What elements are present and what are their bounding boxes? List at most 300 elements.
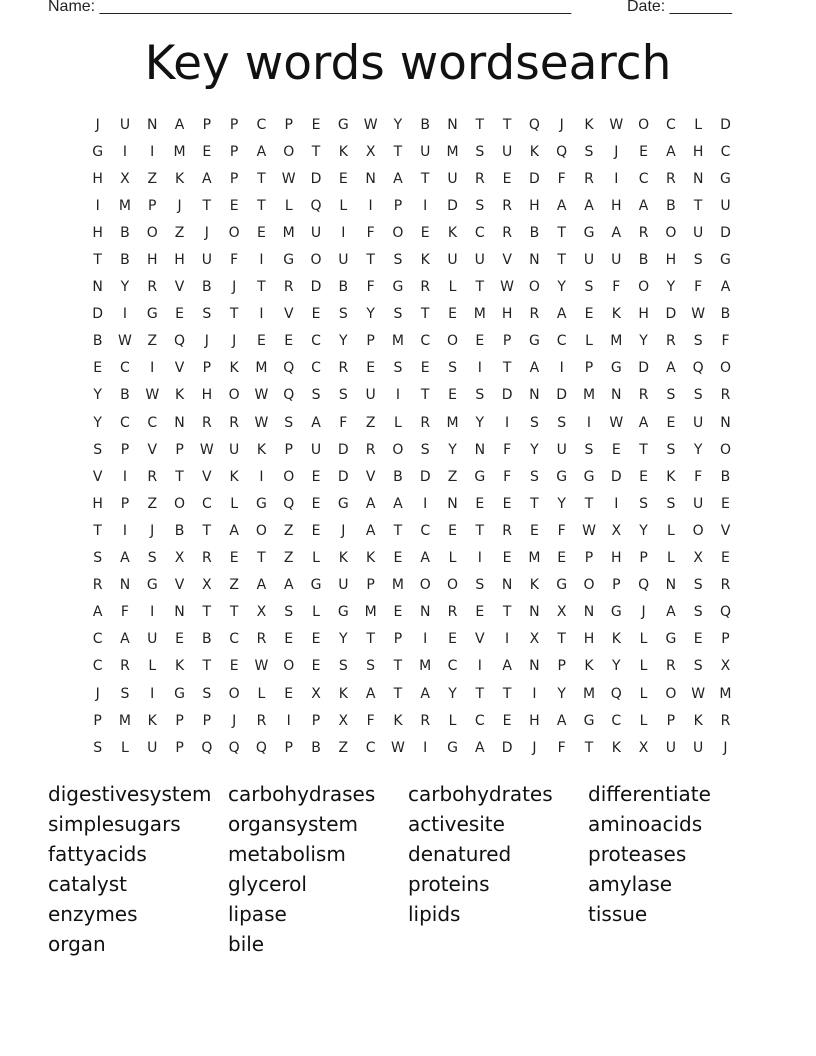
grid-letter[interactable]: F <box>694 279 703 296</box>
grid-letter[interactable]: I <box>586 414 592 431</box>
grid-letter[interactable]: S <box>93 550 103 567</box>
grid-letter[interactable]: Q <box>528 116 540 133</box>
grid-letter[interactable]: K <box>256 441 267 458</box>
grid-letter[interactable]: L <box>448 550 457 567</box>
grid-letter[interactable]: S <box>202 685 212 702</box>
grid-letter[interactable]: L <box>666 522 675 539</box>
grid-letter[interactable]: E <box>284 333 294 350</box>
grid-letter[interactable]: U <box>447 252 458 269</box>
grid-letter[interactable]: E <box>529 522 539 539</box>
grid-letter[interactable]: E <box>175 306 184 323</box>
grid-letter[interactable]: Y <box>639 333 648 350</box>
grid-letter[interactable]: G <box>337 116 349 133</box>
grid-letter[interactable]: O <box>255 522 267 539</box>
grid-letter[interactable]: C <box>92 658 103 675</box>
grid-letter[interactable]: I <box>150 604 155 621</box>
grid-letter[interactable]: I <box>122 306 128 323</box>
grid-letter[interactable]: L <box>694 116 703 133</box>
grid-letter[interactable]: T <box>584 739 594 756</box>
grid-letter[interactable]: P <box>284 739 293 756</box>
grid-letter[interactable]: S <box>93 739 103 756</box>
grid-letter[interactable]: O <box>419 577 431 594</box>
grid-letter[interactable]: T <box>202 658 212 675</box>
grid-letter[interactable]: X <box>174 550 185 567</box>
grid-letter[interactable]: E <box>311 495 321 512</box>
grid-letter[interactable]: C <box>311 333 321 350</box>
grid-letter[interactable]: T <box>530 495 539 512</box>
grid-letter[interactable]: W <box>254 658 269 675</box>
grid-letter[interactable]: I <box>286 712 291 729</box>
grid-letter[interactable]: K <box>611 631 621 648</box>
grid-letter[interactable]: S <box>475 197 485 214</box>
grid-letter[interactable]: O <box>638 279 650 296</box>
grid-letter[interactable]: F <box>120 604 129 621</box>
grid-letter[interactable]: T <box>202 197 212 214</box>
grid-letter[interactable]: W <box>691 685 706 702</box>
grid-letter[interactable]: T <box>229 306 239 323</box>
grid-letter[interactable]: T <box>393 685 403 702</box>
grid-letter[interactable]: D <box>665 306 677 323</box>
grid-letter[interactable]: E <box>311 306 321 323</box>
grid-letter[interactable]: N <box>92 279 103 296</box>
grid-letter[interactable]: W <box>363 116 378 133</box>
grid-letter[interactable]: O <box>528 279 540 296</box>
grid-letter[interactable]: E <box>420 224 430 241</box>
grid-letter[interactable]: E <box>175 631 184 648</box>
grid-letter[interactable]: E <box>229 550 239 567</box>
grid-letter[interactable]: D <box>92 306 104 323</box>
grid-letter[interactable]: H <box>146 252 158 269</box>
grid-letter[interactable]: T <box>257 550 266 567</box>
grid-letter[interactable]: J <box>150 522 155 539</box>
grid-letter[interactable]: S <box>393 360 403 377</box>
grid-letter[interactable]: Q <box>201 739 213 756</box>
grid-letter[interactable]: L <box>585 333 593 350</box>
grid-letter[interactable]: D <box>610 468 622 485</box>
grid-letter[interactable]: Q <box>610 685 622 702</box>
grid-letter[interactable]: X <box>202 577 212 594</box>
grid-letter[interactable]: R <box>420 414 431 431</box>
grid-letter[interactable]: E <box>639 468 649 485</box>
grid-letter[interactable]: P <box>229 116 239 133</box>
grid-letter[interactable]: S <box>420 441 430 458</box>
grid-letter[interactable]: B <box>338 279 349 296</box>
grid-letter[interactable]: L <box>666 550 675 567</box>
grid-letter[interactable]: N <box>583 604 595 621</box>
grid-letter[interactable]: K <box>338 685 348 702</box>
grid-letter[interactable]: A <box>475 739 485 756</box>
grid-letter[interactable]: R <box>666 658 676 675</box>
grid-letter[interactable]: L <box>448 712 457 729</box>
grid-letter[interactable]: S <box>475 577 485 594</box>
name-field-label[interactable]: Name: _____________________________________________________ <box>48 0 572 15</box>
grid-letter[interactable]: H <box>92 224 103 241</box>
grid-letter[interactable]: A <box>174 116 185 133</box>
grid-letter[interactable]: R <box>529 306 540 323</box>
grid-letter[interactable]: C <box>120 414 130 431</box>
grid-letter[interactable]: S <box>584 143 594 160</box>
grid-letter[interactable]: Q <box>719 604 731 621</box>
grid-letter[interactable]: S <box>311 387 321 404</box>
grid-letter[interactable]: O <box>446 333 459 350</box>
grid-letter[interactable]: M <box>610 333 623 350</box>
grid-letter[interactable]: Y <box>557 685 566 702</box>
grid-letter[interactable]: E <box>693 631 703 648</box>
grid-letter[interactable]: B <box>202 279 212 296</box>
grid-letter[interactable]: J <box>177 197 182 214</box>
grid-letter[interactable]: A <box>256 577 267 594</box>
grid-letter[interactable]: T <box>393 143 403 160</box>
grid-letter[interactable]: Y <box>475 414 485 431</box>
grid-letter[interactable]: U <box>474 252 485 269</box>
grid-letter[interactable]: U <box>310 224 322 241</box>
grid-letter[interactable]: J <box>232 279 237 296</box>
grid-letter[interactable]: I <box>122 143 128 160</box>
grid-letter[interactable]: I <box>423 197 428 214</box>
grid-letter[interactable]: K <box>229 360 239 377</box>
grid-letter[interactable]: A <box>556 306 567 323</box>
grid-letter[interactable]: S <box>557 414 567 431</box>
grid-letter[interactable]: E <box>202 143 212 160</box>
grid-letter[interactable]: S <box>639 495 649 512</box>
grid-letter[interactable]: Q <box>310 197 322 214</box>
grid-letter[interactable]: I <box>259 468 264 485</box>
grid-letter[interactable]: E <box>502 712 512 729</box>
grid-letter[interactable]: U <box>693 224 704 241</box>
grid-letter[interactable]: N <box>419 604 431 621</box>
grid-letter[interactable]: N <box>447 116 458 133</box>
grid-letter[interactable]: B <box>202 631 212 648</box>
grid-letter[interactable]: Z <box>174 224 185 241</box>
grid-letter[interactable]: K <box>338 550 348 567</box>
grid-letter[interactable]: D <box>337 468 349 485</box>
grid-letter[interactable]: J <box>232 333 237 350</box>
grid-letter[interactable]: U <box>147 631 158 648</box>
grid-letter[interactable]: D <box>556 387 568 404</box>
grid-letter[interactable]: Y <box>693 441 703 458</box>
grid-letter[interactable]: I <box>395 387 400 404</box>
grid-letter[interactable]: G <box>610 604 622 621</box>
grid-letter[interactable]: T <box>311 143 321 160</box>
grid-letter[interactable]: I <box>614 495 619 512</box>
grid-letter[interactable]: I <box>614 170 619 187</box>
grid-letter[interactable]: U <box>611 252 622 269</box>
grid-letter[interactable]: E <box>502 170 512 187</box>
grid-letter[interactable]: Z <box>283 550 294 567</box>
grid-letter[interactable]: K <box>693 712 703 729</box>
grid-letter[interactable]: S <box>202 306 212 323</box>
grid-letter[interactable]: A <box>365 522 376 539</box>
grid-letter[interactable]: C <box>311 360 321 377</box>
grid-letter[interactable]: Q <box>556 143 568 160</box>
grid-letter[interactable]: T <box>475 279 485 296</box>
grid-letter[interactable]: S <box>393 306 403 323</box>
grid-letter[interactable]: G <box>583 224 595 241</box>
grid-letter[interactable]: E <box>721 550 730 567</box>
grid-letter[interactable]: A <box>202 170 212 187</box>
grid-letter[interactable]: V <box>174 279 185 296</box>
grid-letter[interactable]: W <box>199 441 214 458</box>
grid-letter[interactable]: E <box>448 522 457 539</box>
grid-letter[interactable]: E <box>448 387 457 404</box>
grid-letter[interactable]: Z <box>147 333 158 350</box>
grid-letter[interactable]: I <box>259 306 264 323</box>
grid-letter[interactable]: C <box>447 658 458 675</box>
grid-letter[interactable]: E <box>584 306 594 323</box>
grid-letter[interactable]: W <box>254 414 269 431</box>
grid-letter[interactable]: M <box>528 550 541 567</box>
grid-letter[interactable]: O <box>283 143 295 160</box>
grid-letter[interactable]: Q <box>228 739 240 756</box>
grid-letter[interactable]: N <box>119 577 131 594</box>
grid-letter[interactable]: Y <box>120 279 130 296</box>
grid-letter[interactable]: X <box>693 550 703 567</box>
grid-letter[interactable]: K <box>529 577 539 594</box>
grid-letter[interactable]: V <box>174 360 185 377</box>
grid-letter[interactable]: K <box>420 252 430 269</box>
grid-letter[interactable]: U <box>310 441 322 458</box>
grid-letter[interactable]: G <box>583 712 595 729</box>
grid-letter[interactable]: Z <box>365 414 376 431</box>
grid-letter[interactable]: A <box>529 360 540 377</box>
grid-letter[interactable]: A <box>556 197 567 214</box>
grid-letter[interactable]: N <box>474 441 486 458</box>
grid-letter[interactable]: C <box>229 631 240 648</box>
grid-letter[interactable]: B <box>120 252 130 269</box>
grid-letter[interactable]: J <box>532 739 537 756</box>
grid-letter[interactable]: M <box>419 658 432 675</box>
grid-letter[interactable]: U <box>693 414 704 431</box>
grid-letter[interactable]: I <box>477 658 482 675</box>
grid-letter[interactable]: G <box>337 604 349 621</box>
grid-letter[interactable]: P <box>311 712 321 729</box>
grid-letter[interactable]: K <box>393 712 403 729</box>
grid-letter[interactable]: R <box>147 468 158 485</box>
grid-letter[interactable]: H <box>529 197 540 214</box>
grid-letter[interactable]: P <box>284 441 293 458</box>
grid-letter[interactable]: V <box>174 577 185 594</box>
grid-letter[interactable]: X <box>556 604 567 621</box>
grid-letter[interactable]: P <box>557 658 566 675</box>
grid-letter[interactable]: R <box>201 550 212 567</box>
grid-letter[interactable]: S <box>693 604 703 621</box>
grid-letter[interactable]: B <box>174 522 185 539</box>
grid-letter[interactable]: P <box>93 712 102 729</box>
grid-letter[interactable]: K <box>584 116 594 133</box>
grid-letter[interactable]: C <box>474 712 485 729</box>
grid-letter[interactable]: Q <box>638 577 650 594</box>
grid-letter[interactable]: U <box>338 252 349 269</box>
grid-letter[interactable]: S <box>693 387 703 404</box>
grid-letter[interactable]: L <box>312 550 320 567</box>
grid-letter[interactable]: C <box>611 712 622 729</box>
grid-letter[interactable]: U <box>501 143 513 160</box>
grid-letter[interactable]: E <box>393 550 403 567</box>
grid-letter[interactable]: G <box>447 739 458 756</box>
grid-letter[interactable]: H <box>529 712 540 729</box>
grid-letter[interactable]: C <box>420 522 431 539</box>
grid-letter[interactable]: A <box>666 604 676 621</box>
grid-letter[interactable]: F <box>339 414 348 431</box>
grid-letter[interactable]: R <box>92 577 103 594</box>
grid-letter[interactable]: Y <box>448 685 457 702</box>
grid-letter[interactable]: F <box>557 739 566 756</box>
grid-letter[interactable]: Y <box>339 333 348 350</box>
grid-letter[interactable]: U <box>583 252 595 269</box>
grid-letter[interactable]: O <box>665 224 677 241</box>
grid-letter[interactable]: R <box>502 522 512 539</box>
grid-letter[interactable]: N <box>501 577 513 594</box>
grid-letter[interactable]: J <box>95 685 100 702</box>
grid-letter[interactable]: V <box>475 631 485 648</box>
grid-letter[interactable]: J <box>95 116 100 133</box>
grid-letter[interactable]: B <box>666 197 676 214</box>
grid-letter[interactable]: R <box>120 658 130 675</box>
grid-letter[interactable]: R <box>447 604 458 621</box>
grid-letter[interactable]: Y <box>93 387 102 404</box>
grid-letter[interactable]: S <box>529 414 539 431</box>
grid-letter[interactable]: L <box>230 495 239 512</box>
grid-letter[interactable]: K <box>338 143 348 160</box>
grid-letter[interactable]: T <box>557 224 566 241</box>
grid-letter[interactable]: Y <box>93 414 102 431</box>
grid-letter[interactable]: A <box>666 143 676 160</box>
grid-letter[interactable]: R <box>256 712 267 729</box>
grid-letter[interactable]: J <box>641 604 646 621</box>
grid-letter[interactable]: A <box>365 685 376 702</box>
grid-letter[interactable]: P <box>175 712 184 729</box>
grid-letter[interactable]: U <box>365 387 376 404</box>
grid-letter[interactable]: G <box>174 685 185 702</box>
grid-letter[interactable]: W <box>582 522 596 539</box>
grid-letter[interactable]: I <box>477 360 482 377</box>
grid-letter[interactable]: O <box>719 441 731 458</box>
grid-letter[interactable]: A <box>365 495 376 512</box>
grid-letter[interactable]: T <box>557 631 566 648</box>
grid-letter[interactable]: D <box>310 279 322 296</box>
grid-letter[interactable]: P <box>584 360 594 377</box>
grid-letter[interactable]: Q <box>283 387 295 404</box>
grid-letter[interactable]: U <box>119 116 131 133</box>
grid-letter[interactable]: F <box>557 522 566 539</box>
grid-letter[interactable]: Z <box>447 468 458 485</box>
grid-letter[interactable]: Z <box>338 739 349 756</box>
grid-letter[interactable]: L <box>148 658 157 675</box>
grid-letter[interactable]: X <box>611 522 622 539</box>
grid-letter[interactable]: H <box>174 252 185 269</box>
grid-letter[interactable]: R <box>720 577 731 594</box>
grid-letter[interactable]: A <box>638 197 649 214</box>
grid-letter[interactable]: E <box>475 495 485 512</box>
grid-letter[interactable]: E <box>475 333 485 350</box>
grid-letter[interactable]: K <box>229 468 239 485</box>
grid-letter[interactable]: G <box>310 577 322 594</box>
grid-letter[interactable]: X <box>529 631 540 648</box>
grid-letter[interactable]: L <box>639 658 648 675</box>
grid-letter[interactable]: H <box>665 252 677 269</box>
grid-letter[interactable]: R <box>474 170 485 187</box>
grid-letter[interactable]: N <box>692 170 704 187</box>
grid-letter[interactable]: I <box>150 360 155 377</box>
grid-letter[interactable]: E <box>420 360 430 377</box>
grid-letter[interactable]: A <box>556 712 567 729</box>
grid-letter[interactable]: A <box>720 279 731 296</box>
grid-letter[interactable]: A <box>502 658 512 675</box>
grid-letter[interactable]: F <box>230 252 239 269</box>
grid-letter[interactable]: B <box>529 224 540 241</box>
grid-letter[interactable]: F <box>612 279 621 296</box>
grid-letter[interactable]: Q <box>174 333 186 350</box>
grid-letter[interactable]: C <box>120 360 130 377</box>
grid-letter[interactable]: M <box>282 224 295 241</box>
grid-letter[interactable]: I <box>95 197 100 214</box>
grid-letter[interactable]: O <box>283 658 295 675</box>
grid-letter[interactable]: I <box>259 252 264 269</box>
grid-letter[interactable]: R <box>147 279 158 296</box>
grid-letter[interactable]: G <box>665 631 677 648</box>
grid-letter[interactable]: O <box>146 224 158 241</box>
grid-letter[interactable]: E <box>311 522 321 539</box>
grid-letter[interactable]: H <box>92 170 103 187</box>
grid-letter[interactable]: V <box>283 306 294 323</box>
grid-letter[interactable]: S <box>584 441 594 458</box>
grid-letter[interactable]: I <box>341 224 346 241</box>
grid-letter[interactable]: I <box>505 631 510 648</box>
grid-letter[interactable]: N <box>529 604 540 621</box>
grid-letter[interactable]: S <box>666 495 676 512</box>
grid-letter[interactable]: T <box>366 631 375 648</box>
grid-letter[interactable]: D <box>337 441 349 458</box>
grid-letter[interactable]: K <box>447 224 458 241</box>
grid-letter[interactable]: D <box>310 170 322 187</box>
grid-letter[interactable]: R <box>420 712 431 729</box>
grid-letter[interactable]: X <box>720 658 731 675</box>
grid-letter[interactable]: E <box>257 224 266 241</box>
grid-letter[interactable]: G <box>92 143 104 160</box>
grid-letter[interactable]: T <box>475 116 485 133</box>
grid-letter[interactable]: T <box>420 387 430 404</box>
grid-letter[interactable]: I <box>368 197 373 214</box>
grid-letter[interactable]: S <box>338 387 348 404</box>
grid-letter[interactable]: P <box>366 333 375 350</box>
grid-letter[interactable]: E <box>311 468 321 485</box>
grid-letter[interactable]: A <box>120 631 130 648</box>
grid-letter[interactable]: A <box>120 550 130 567</box>
grid-letter[interactable]: M <box>582 387 596 404</box>
grid-letter[interactable]: I <box>122 468 128 485</box>
grid-letter[interactable]: M <box>118 712 131 729</box>
grid-letter[interactable]: G <box>392 279 404 296</box>
grid-letter[interactable]: S <box>693 658 703 675</box>
grid-letter[interactable]: V <box>92 468 103 485</box>
grid-letter[interactable]: J <box>723 739 728 756</box>
grid-letter[interactable]: E <box>721 495 730 512</box>
grid-letter[interactable]: Q <box>283 495 295 512</box>
grid-letter[interactable]: H <box>501 306 513 323</box>
grid-letter[interactable]: E <box>393 604 403 621</box>
grid-letter[interactable]: L <box>257 685 266 702</box>
grid-letter[interactable]: E <box>311 631 321 648</box>
grid-letter[interactable]: S <box>284 414 294 431</box>
grid-letter[interactable]: J <box>614 143 619 160</box>
grid-letter[interactable]: Z <box>283 522 294 539</box>
grid-letter[interactable]: G <box>474 468 486 485</box>
grid-letter[interactable]: E <box>557 550 567 567</box>
grid-letter[interactable]: E <box>338 170 348 187</box>
grid-letter[interactable]: A <box>393 495 403 512</box>
grid-letter[interactable]: T <box>366 252 375 269</box>
grid-letter[interactable]: M <box>391 577 404 594</box>
